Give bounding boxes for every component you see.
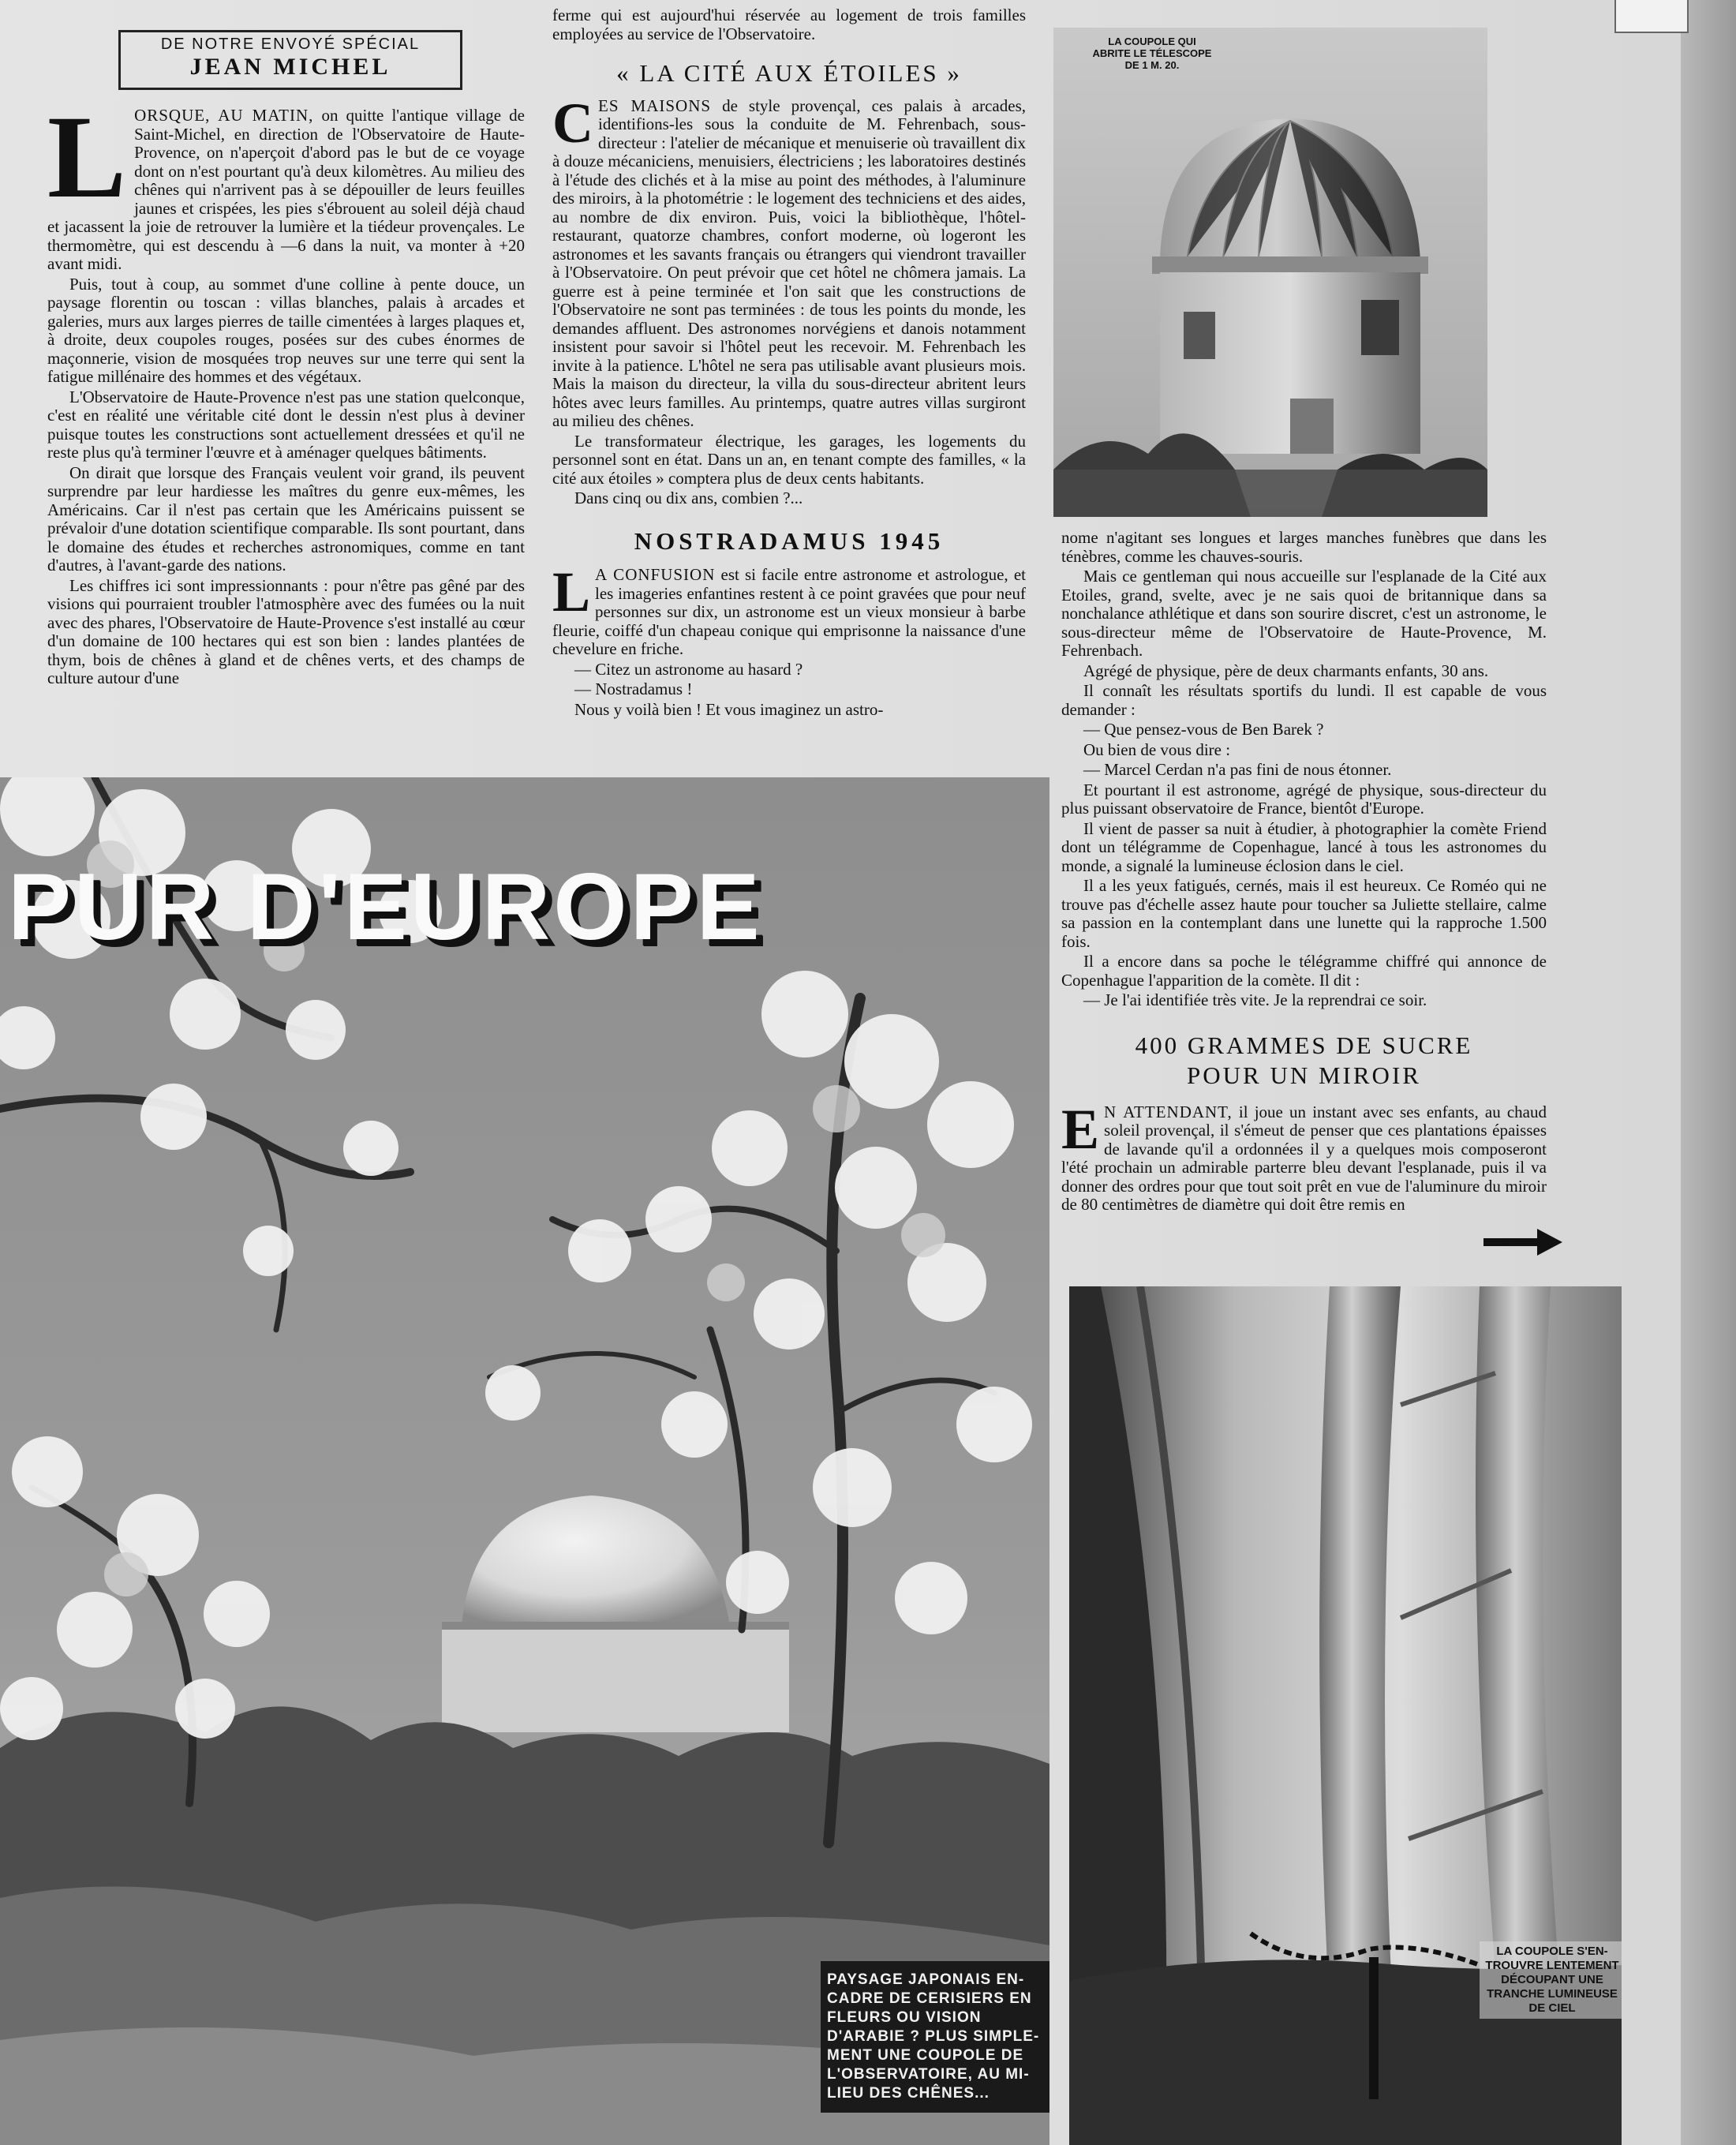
drop-cap: L	[552, 560, 591, 623]
caption-main-photo: PAYSAGE JAPONAIS EN- CADRE DE CERISIERS EN FLEURS OU VISION D'ARABIE ? PLUS SIMPLE- MENT UNE COUPOLE DE L'OBSERVATOIRE, AU MI- LIEU DES CHÊNES...	[821, 1961, 1049, 2113]
caption-top-photo: LA COUPOLE QUI ABRITE LE TÉLESCOPE DE 1 M. 20.	[1092, 36, 1212, 71]
col1-paragraph-2: Puis, tout à coup, au sommet d'une colline à pente douce, un paysage florentin ou toscan : villas blanches, palais à arcades et galeries, murs aux larges pierres de taille cimentées à larges plaques et, à droite, deux coupoles rouges, posées sur des cubes énormes de maçonnerie, vision de mosquées trop neuves sur une terre qui sent la fatigue millénaire des hommes et des végétaux.	[47, 274, 525, 386]
col3-paragraph-3: Agrégé de physique, père de deux charmants enfants, 30 ans.	[1083, 661, 1489, 680]
col3-paragraph-2: Mais ce gentleman qui nous accueille sur l'esplanade de la Cité aux Etoiles, grand, svelte, avec je ne sais quoi de britannique dans sa nonchalance athlétique et dans son sourire discret, c'est un astronome, le sous-directeur même de l'Observatoire de Haute-Provence, M. Fehrenbach.	[1061, 567, 1547, 660]
column-3	[1061, 529, 1547, 1216]
col3-paragraph-10: Il a les yeux fatigués, cernés, mais il est heureux. Ce Roméo qui ne trouve pas d'échelle assez haute pour toucher sa Juliette stellaire, calme sa passion en la contemplant dans une lunette qui la rapproche 1.500 fois.	[1061, 876, 1547, 951]
cherry-blossom-illustration	[0, 777, 1049, 2145]
col2-paragraph-7: Nous y voilà bien ! Et vous imaginez un astro-	[574, 699, 884, 719]
col2-paragraph-top: ferme qui est aujourd'hui réservée au logement de trois familles employées au service de l'Observatoire.	[552, 6, 1026, 43]
caption-right-photo: LA COUPOLE S'EN- TROUVRE LENTEMENT DÉCOUPANT UNE TRANCHE LUMINEUSE DE CIEL	[1480, 1941, 1622, 2019]
section-heading-nostradamus: NOSTRADAMUS 1945	[634, 526, 945, 555]
col2-paragraph-5: — Citez un astronome au hasard ?	[574, 659, 803, 679]
col3-paragraph-4: Il connaît les résultats sportifs du lundi. Il est capable de vous demander :	[1061, 681, 1547, 719]
col3-paragraph-8: Et pourtant il est astronome, agrégé de physique, sous-directeur du plus puissant observatoire de France, bientôt d'Europe.	[1061, 780, 1547, 818]
binder-clip	[1614, 0, 1689, 33]
col2-paragraph-4: L A CONFUSION est si facile entre astronome et astrologue, et les imageries enfantines restent à ce point gravées que pour neuf personnes sur dix, un astronome est un vieux monsieur à barbe fleurie, coiffé d'un chapeau conique qui emprisonne la naissance d'une chevelure en friche.	[552, 560, 1026, 658]
drop-cap: E	[1061, 1097, 1100, 1161]
col3-paragraph-5: — Que pensez-vous de Ben Barek ?	[1083, 720, 1324, 739]
col1-paragraph-1: LORSQUE, AU MATIN, on quitte l'antique village de Saint-Michel, en direction de l'Observatoire de Haute-Provence, on n'aperçoit d'abord pas le but de ce voyage dont on n'est pourtant qu'à deux kilomètres. Au milieu des chênes qui n'arrivent pas à se dépouiller de leurs feuilles jaunes et crispées, les pies s'ébrouent au soleil déjà chaud et jacassent la joie de retrouver la lumière et la tiédeur provençales. Le thermomètre, qui est descendu à —6 dans la nuit, va monter à +20 avant midi.	[47, 92, 526, 273]
column-1	[47, 92, 526, 690]
col1-paragraph-4: On dirait que lorsque des Français veulent voir grand, ils peuvent surprendre par leur hardiesse les maîtres du genre eux-mêmes, les Américains. Car il n'est pas certain que les Américains puissent se prévaloir d'une dotation scientifique comparable. Ils sont pourtant, dans le domaine des études et recherches astronomiques, comme en tant d'autres, à l'avant-garde des nations.	[47, 462, 525, 575]
section-heading-sucre: 400 GRAMMES DE SUCRE POUR UN MIROIR	[1135, 1031, 1473, 1089]
photo-dome-top	[1053, 28, 1487, 517]
col3-paragraph-9: Il vient de passer sa nuit à étudier, à photographier la comète Friend dont un télégramme de Copenhague, lancé à tous les astronomes du monde, a signalé la lumineuse éclosion dans le ciel.	[1061, 818, 1547, 875]
col2-paragraph-3: Dans cinq ou dix ans, combien ?...	[574, 489, 803, 507]
col3-paragraph-12: — Je l'ai identifiée très vite. Je la reprendrai ce soir.	[1083, 990, 1427, 1009]
col3-paragraph-6: Ou bien de vous dire :	[1083, 739, 1231, 759]
continue-arrow-icon	[1483, 1229, 1562, 1256]
drop-cap: L	[47, 92, 127, 223]
byline-label: DE NOTRE ENVOYÉ SPÉCIAL	[160, 36, 421, 53]
col3-paragraph-1: nome n'agitant ses longues et larges manches funèbres que dans les ténèbres, comme les chauves-souris.	[1061, 528, 1547, 566]
drop-cap: C	[552, 91, 593, 155]
col3-paragraph-11: Il a encore dans sa poche le télégramme chiffré qui annonce de Copenhague l'apparition de la comète. Il dit :	[1061, 952, 1547, 990]
photo-dome-interior	[1069, 1286, 1622, 2145]
col2-paragraph-1: CES MAISONS de style provençal, ces palais à arcades, identifions-les sous la conduite de M. Fehrenbach, sous-directeur : l'atelier de mécanique et menuiserie où travaillent dix à douze mécaniciens, menuisiers, électriciens ; les laboratoires destinés à l'étude des clichés et à la mise au point des méthodes, à l'aluminure des miroirs, à la photométrie : le logement des techniciens et des aides, au nombre de dix environ. Puis, voici la bibliothèque, l'hôtel-restaurant, quatorze chambres, confort moderne, où logeront les astronomes et les savants français ou étrangers qui viendront travailler à l'Observatoire. On peut prévoir que cet hôtel ne chômera jamais. La guerre est à peine terminée et l'on sait que les constructions de l'Observatoire ne sont pas terminées : de tous les points du monde, les demandes affluent. Des astronomes norvégiens et danois notamment insistent pour savoir si l'hôtel peut les recevoir. M. Fehrenbach les invite à la patience. L'hôtel ne sera pas utilisable avant plusieurs mois. Mais la maison du directeur, la villa du sous-directeur abritent leurs hôtes avec leurs familles. Au printemps, quatre autres villas surgiront au milieu des chênes.	[552, 91, 1026, 430]
col1-paragraph-5: Les chiffres ici sont impressionnants : pour n'être pas gêné par des visions qui pourraient troubler l'atmosphère avec des fumées ou la nuit avec des phares, l'Observatoire de Haute-Provence s'est installé au cœur d'un domaine de 100 hectares qui est son bien : landes plantées de thym, bois de chênes à gland et de chênes verts, et des champs de culture autour d'une	[47, 575, 525, 687]
col3-paragraph-13: E N ATTENDANT, il joue un instant avec ses enfants, au chaud soleil provençal, il s'émeut de penser que ces plantations épaisses de lavande qu'il a ordonnées il y a quelques mois composeront l'été prochain un admirable parterre bleu devant l'esplanade, puis il va donner des ordres pour que tout soit prêt en vue de l'aluminure du miroir de 80 centimètres de diamètre qui doit être remis en	[1061, 1097, 1547, 1214]
headline: PUR D'EUROPE	[8, 854, 763, 960]
col3-paragraph-7: — Marcel Cerdan n'a pas fini de nous étonner.	[1083, 760, 1392, 779]
col2-paragraph-2: Le transformateur électrique, les garages, les logements du personnel sont en état. Dans un an, en tenant compte des familles, « la cité aux étoiles » comptera plus de deux cents habitants.	[552, 431, 1026, 488]
col1-paragraph-3: L'Observatoire de Haute-Provence n'est pas une station quelconque, c'est en réalité une véritable cité dont le dessin n'est plus à deviner puisque toutes les constructions sont actuellement dressées et qu'il ne reste plus qu'à terminer l'œuvre et à aménager quelques bâtiments.	[47, 387, 525, 462]
byline-name: JEAN MICHEL	[189, 54, 391, 80]
col2-paragraph-6: — Nostradamus !	[574, 679, 693, 698]
byline-box	[118, 30, 462, 90]
section-heading-cite: « LA CITÉ AUX ÉTOILES »	[616, 59, 962, 87]
page-edge	[1681, 0, 1736, 2145]
photo-main-cherry-blossom	[0, 777, 1049, 2145]
column-2	[552, 6, 1026, 721]
dome-illustration	[1053, 28, 1487, 517]
